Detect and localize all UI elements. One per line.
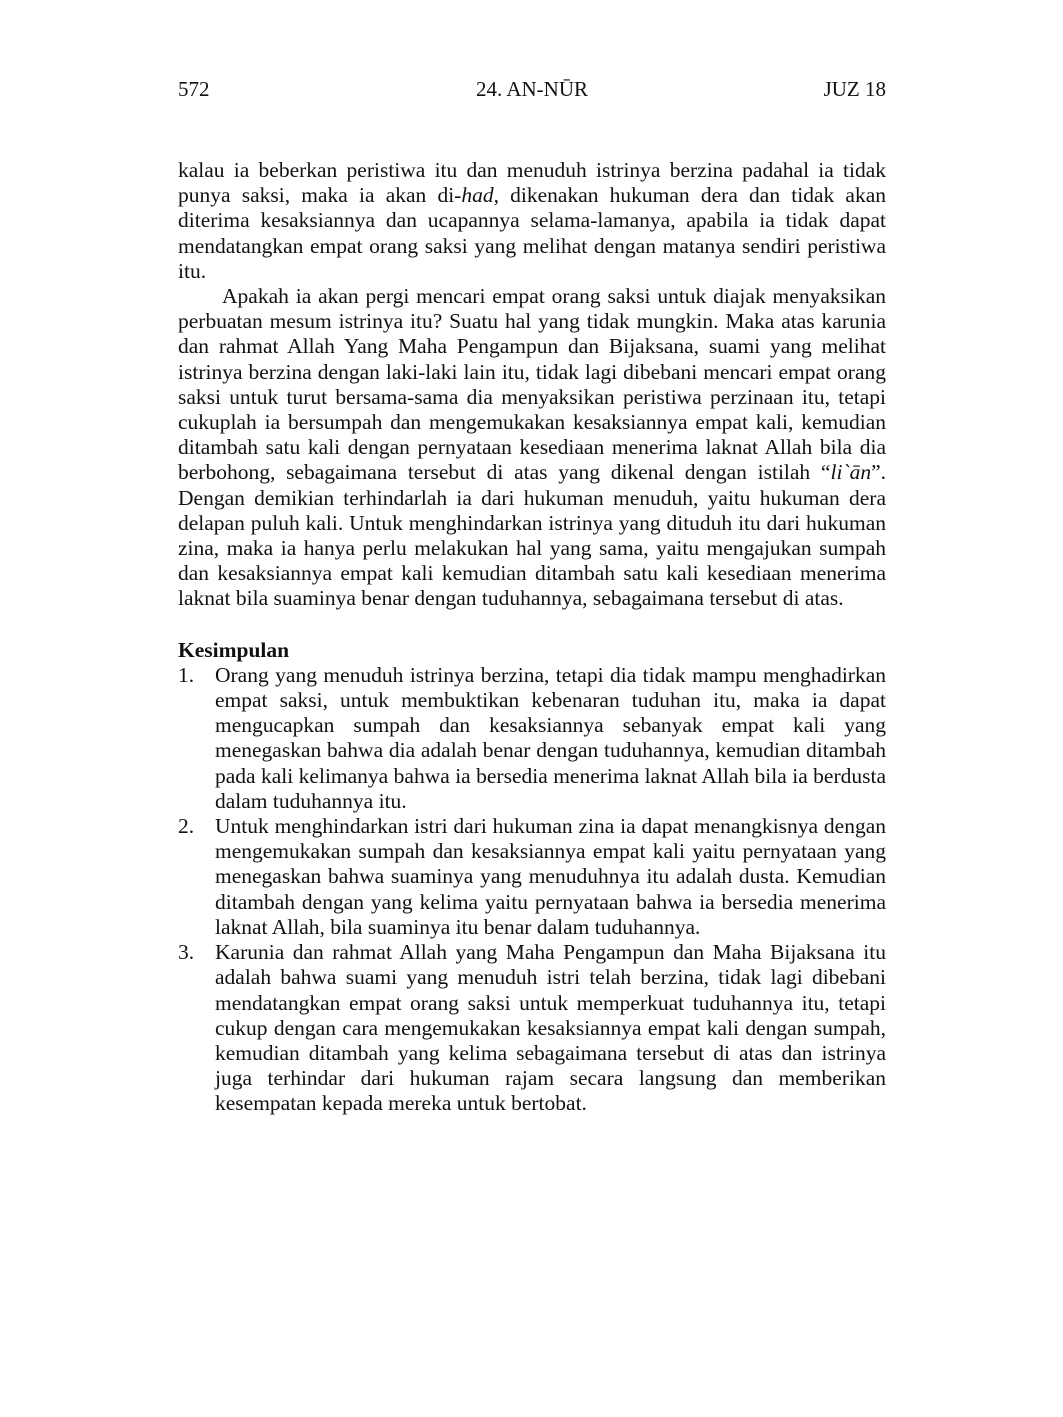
list-item-number: 1. <box>178 662 195 687</box>
juz-label: JUZ 18 <box>823 77 886 101</box>
running-header <box>178 74 886 104</box>
list-item-text: Karunia dan rahmat Allah yang Maha Pengampun dan Maha Bijaksana itu adalah bahwa suami yang menuduh istri telah berzina, tidak lagi dibebani mendatangkan empat orang saksi untuk memperkuat tuduhannya itu, tetapi cukup dengan cara mengemukakan kesaksiannya empat kali dengan sumpah, kemudian ditambah yang kelima sebagaimana tersebut di atas dan istrinya juga terhindar dari hukuman rajam secara langsung dan memberikan kesempatan kepada mereka untuk bertobat. <box>215 940 886 1116</box>
paragraph-continued <box>178 158 886 284</box>
paragraph-text: ”. Dengan demikian terhindarlah ia dari hukuman menuduh, yaitu hukuman dera delapan puluh kali. Untuk menghindarkan istrinya yang dituduh itu dari hukuman zina, maka ia hanya perlu melakukan hal yang sama, yaitu mengajukan sumpah dan kesaksiannya empat kali kemudian ditambah satu kali kesediaan menerima laknat bila suaminya benar dengan tuduhannya, sebagaimana tersebut di atas. <box>178 460 886 611</box>
list-item <box>178 814 886 940</box>
list-item-number: 2. <box>178 814 195 839</box>
list-item-text: Orang yang menuduh istrinya berzina, tetapi dia tidak mampu menghadirkan empat saksi, untuk membuktikan kebenaran tuduhan itu, maka ia dapat mengucapkan sumpah dan kesaksiannya sebanyak empat kali yang menegaskan bahwa dia adalah benar dengan tuduhannya, kemudian ditambah pada kali kelimanya bahwa ia bersedia menerima laknat Allah bila ia berdusta dalam tuduhannya itu. <box>215 662 886 813</box>
list-item <box>178 663 886 814</box>
italic-term-had: had <box>461 183 494 208</box>
paragraph-text: Apakah ia akan pergi mencari empat orang saksi untuk diajak menyaksikan perbuatan mesum istrinya itu? Suatu hal yang tidak mungkin. Maka atas karunia dan rahmat Allah Yang Maha Pengampun dan Bijaksana, suami yang melihat istrinya berzina dengan laki-laki lain itu, tidak lagi dibebani mencari empat orang saksi untuk turut bersama-sama dia menyaksikan peristiwa perzinaan itu, tetapi cukuplah ia bersumpah dan mengemukakan kesaksiannya empat kali, kemudian ditambah satu kali dengan pernyataan kesediaan menerima laknat Allah bila dia berbohong, sebagaimana tersebut di atas yang dikenal dengan istilah “ <box>178 284 886 485</box>
surah-title: 24. AN-NŪR <box>475 77 588 101</box>
page-body <box>178 158 886 1117</box>
conclusion-list <box>178 663 886 1117</box>
list-item-text: Untuk menghindarkan istri dari hukuman zina ia dapat menangkisnya dengan mengemukakan sumpah dan kesaksiannya empat kali yaitu pernyataan yang menegaskan bahwa suaminya yang menuduhnya itu adalah dusta. Kemudian ditambah dengan yang kelima yaitu pernyataan bahwa ia bersedia menerima laknat Allah, bila suaminya itu benar dalam tuduhannya. <box>215 814 886 939</box>
italic-term-lian: li`ān <box>830 460 872 485</box>
section-heading: Kesimpulan <box>178 637 290 662</box>
list-item <box>178 940 886 1116</box>
paragraph-lian <box>178 284 886 612</box>
page-number: 572 <box>178 77 210 101</box>
paragraph-text: kalau ia beberkan peristiwa itu dan menuduh istrinya berzina padahal ia tidak punya saksi, maka ia akan di- <box>178 158 886 208</box>
paragraph-text: , dikenakan hukuman dera dan tidak akan diterima kesaksiannya dan ucapannya selama-lamanya, apabila ia tidak dapat mendatangkan empat orang saksi yang melihat dengan matanya sendiri peristiwa itu. <box>178 183 886 283</box>
list-item-number: 3. <box>178 940 195 965</box>
